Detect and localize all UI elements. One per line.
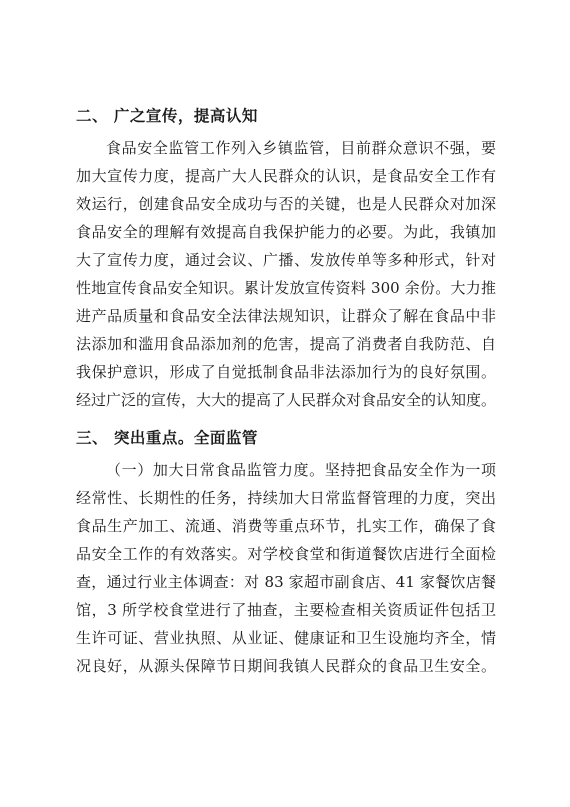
paragraph-line: （一）加大日常食品监管力度。坚持把食品安全作为一项 — [106, 461, 496, 479]
paragraph-line: 查，通过行业主体调查：对 83 家超市副食店、41 家餐饮店餐 — [76, 573, 496, 591]
paragraph-line: 法添加和滥用食品添加剂的危害，提高了消费者自我防范、自 — [76, 335, 496, 353]
paragraph-line: 加大宣传力度，提高广大人民群众的认识，是食品安全工作有 — [76, 167, 496, 185]
paragraph-line: 经过广泛的宣传，大大的提高了人民群众对食品安全的认知度。 — [76, 391, 497, 409]
paragraph-line: 性地宣传食品安全知识。累计发放宣传资料 300 余份。大力推 — [76, 279, 496, 297]
paragraph-line: 我保护意识，形成了自觉抵制食品非法添加行为的良好氛围。 — [76, 363, 496, 381]
paragraph-line: 大了宣传力度，通过会议、广播、发放传单等多种形式，针对 — [76, 251, 496, 269]
paragraph-line: 食品安全监管工作列入乡镇监管，目前群众意识不强，要 — [106, 139, 496, 157]
section-heading-publicity: 二、 广之宣传，提高认知 — [76, 107, 258, 125]
paragraph-line: 经常性、长期性的任务，持续加大日常监督管理的力度，突出 — [76, 489, 496, 507]
section-heading-supervision: 三、 突出重点。全面监管 — [76, 429, 258, 447]
paragraph-line: 进产品质量和食品安全法律法规知识，让群众了解在食品中非 — [76, 307, 496, 325]
paragraph-line: 食品安全的理解有效提高自我保护能力的必要。为此，我镇加 — [76, 223, 496, 241]
paragraph-line: 馆，3 所学校食堂进行了抽查，主要检查相关资质证件包括卫 — [76, 601, 496, 619]
paragraph-line: 况良好，从源头保障节日期间我镇人民群众的食品卫生安全。 — [76, 657, 496, 675]
paragraph-line: 品安全工作的有效落实。对学校食堂和街道餐饮店进行全面检 — [76, 545, 496, 563]
paragraph-line: 食品生产加工、流通、消费等重点环节，扎实工作，确保了食 — [76, 517, 496, 535]
paragraph-line: 生许可证、营业执照、从业证、健康证和卫生设施均齐全，情 — [76, 629, 496, 647]
paragraph-line: 效运行，创建食品安全成功与否的关键，也是人民群众对加深 — [76, 195, 496, 213]
